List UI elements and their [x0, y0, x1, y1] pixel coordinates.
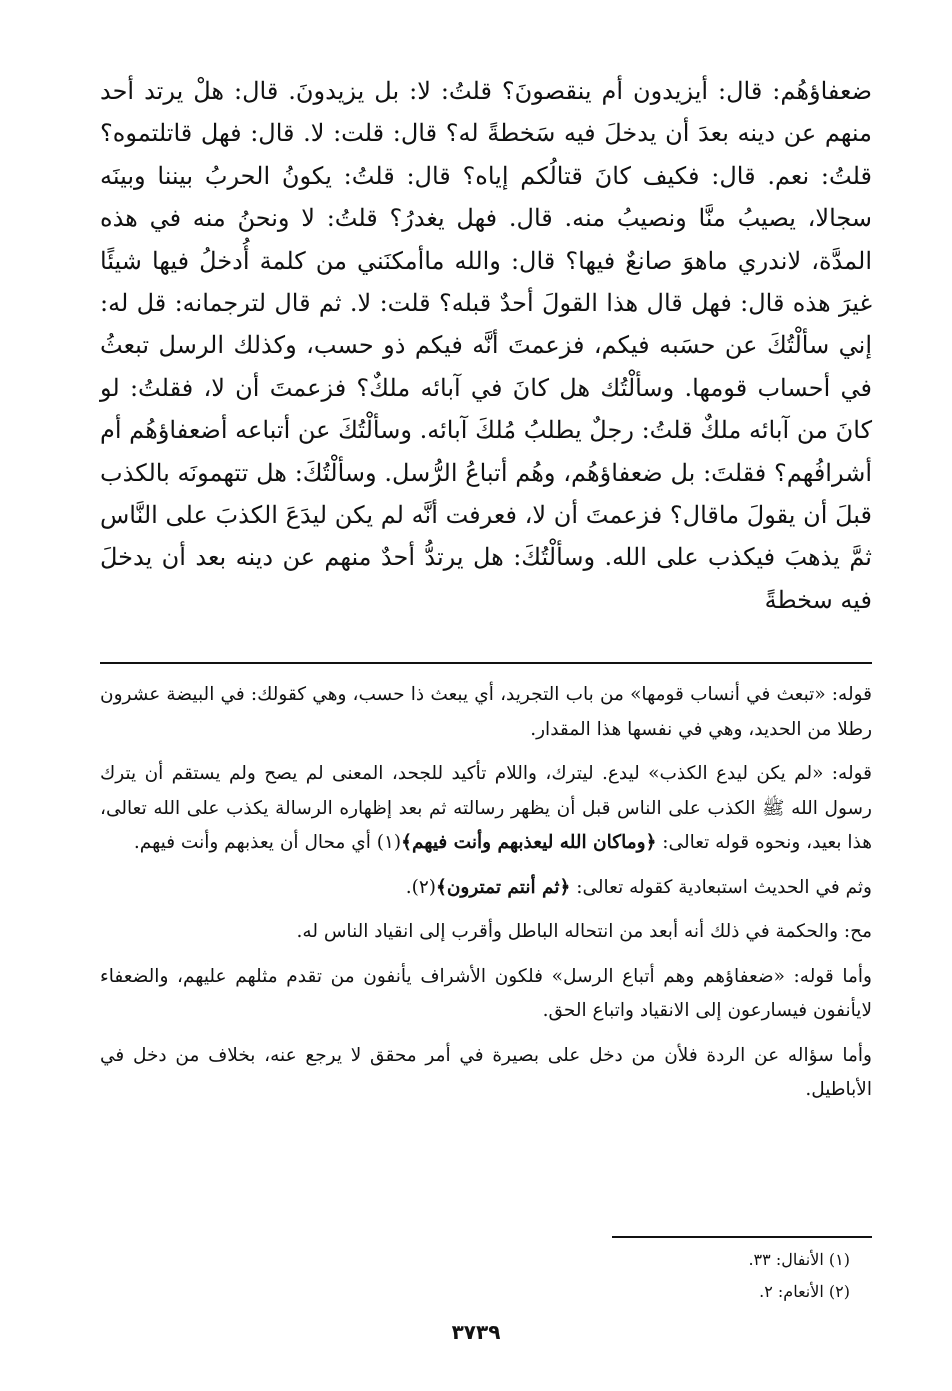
footnotes-block [100, 1244, 850, 1308]
commentary-paragraph [100, 915, 872, 950]
footnote-divider-rule [612, 1236, 872, 1238]
commentary-paragraph [100, 757, 872, 861]
commentary-text: وأما قوله: «ضعفاؤهم وهم أتباع الرسل» فلكون الأشراف يأنفون من تقدم مثلهم عليهم، والضعفاء لايأنفون فيسارعون إلى الانقياد واتباع الحق. [100, 965, 872, 1021]
commentary-text: قوله: «لم يكن ليدع الكذب» ليدع. ليترك، واللام تأكيد للجحد، المعنى لم يصح ولم يستقم أن يترك رسول الله ﷺ الكذب على الناس قبل أن يظهر رسالته ثم بعد إظهاره الرسالة يكذب على الله تعالى، هذا بعيد، ونحوه قوله تعالى: [100, 763, 872, 853]
footnote-1: (١) الأنفال: ٣٣. [748, 1250, 850, 1269]
quran-quote: ﴿وماكان الله ليعذبهم وأنت فيهم﴾ [401, 832, 657, 853]
footnote-2: (٢) الأنعام: ٢. [759, 1282, 850, 1301]
commentary-paragraph [100, 1039, 872, 1108]
commentary-paragraph [100, 678, 872, 747]
main-divider-rule [100, 662, 872, 664]
quran-quote: ﴿ثم أنتم تمترون﴾ [435, 876, 571, 898]
commentary-text: مح: والحكمة في ذلك أنه أبعد من انتحاله الباطل وأقرب إلى انقياد الناس له. [296, 921, 872, 942]
page-number: ٣٧٣٩ [451, 1320, 501, 1344]
commentary-paragraph [100, 960, 872, 1029]
commentary-text: (٢). [405, 876, 436, 898]
commentary-text: (١) أي محال أن يعذبهم وأنت فيهم. [133, 832, 402, 853]
commentary-text: وثم في الحديث استبعادية كقوله تعالى: [570, 876, 872, 898]
commentary-block [100, 678, 872, 1118]
main-paragraph: ضعفاؤهُم: قال: أيزيدون أم ينقصونَ؟ قلتُ: لا: بل يزيدونَ. قال: هلْ يرتد أحد منهم عن دينه بعدَ أن يدخلَ فيه سَخطةً له؟ قال: قلت: لا. قال: فهل قاتلتموه؟ قلتُ: نعم. قال: فكيف كانَ قتالُكم إياه؟ قال: قلتُ: يكونُ الحربُ بيننا وبينَه سجالا، يصيبُ منَّا ونصيبُ منه. قال. فهل يغدرُ؟ قلتُ: لا ونحنُ منه في هذه المدَّة، لاندري ماهوَ صانعٌ فيها؟ قال: والله ماأمكنَني من كلمة أُدخلُ فيها شيئًا غيرَ هذه قال: فهل قال هذا القولَ أحدٌ قبله؟ قلت: لا. ثم قال لترجمانه: قل له: إني سألْتُكَ عن حسَبه فيكم، فزعمتَ أنَّه فيكم ذو حسب، وكذلك الرسل تبعثُ في أحساب قومها. وسألْتُك هل كانَ في آبائه ملكٌ؟ فزعمتَ أن لا، فقلتُ: لو كانَ من آبائه ملكٌ قلتُ: رجلٌ يطلبُ مُلكَ آبائه. وسألْتُكَ عن أتباعه أضعفاؤهُم أم أشرافُهم؟ فقلتَ: بل ضعفاؤهُم، وهُم أتباعُ الرُّسل. وسألْتُكَ: هل تتهمونَه بالكذب قبلَ أن يقولَ ماقال؟ فزعمتَ أن لا، فعرفت أنَّه لم يكن ليدَعَ الكذبَ على النَّاس ثمَّ يذهبَ فيكذب على الله. وسألْتُكَ: هل يرتدُّ أحدٌ منهم عن دينه بعد أن يدخلَ فيه سخطةً [100, 77, 873, 614]
commentary-text: وأما سؤاله عن الردة فلأن من دخل على بصيرة في أمر محقق لا يرجع عنه، بخلاف من دخل في الأباطيل. [100, 1044, 872, 1100]
main-text-block [100, 70, 872, 621]
commentary-text: قوله: «تبعث في أنساب قومها» من باب التجريد، أي يبعث ذا حسب، وهي كقولك: في البيضة عشرون رطلا من الحديد، وهي في نفسها هذا المقدار. [100, 684, 872, 740]
commentary-paragraph [100, 871, 872, 906]
